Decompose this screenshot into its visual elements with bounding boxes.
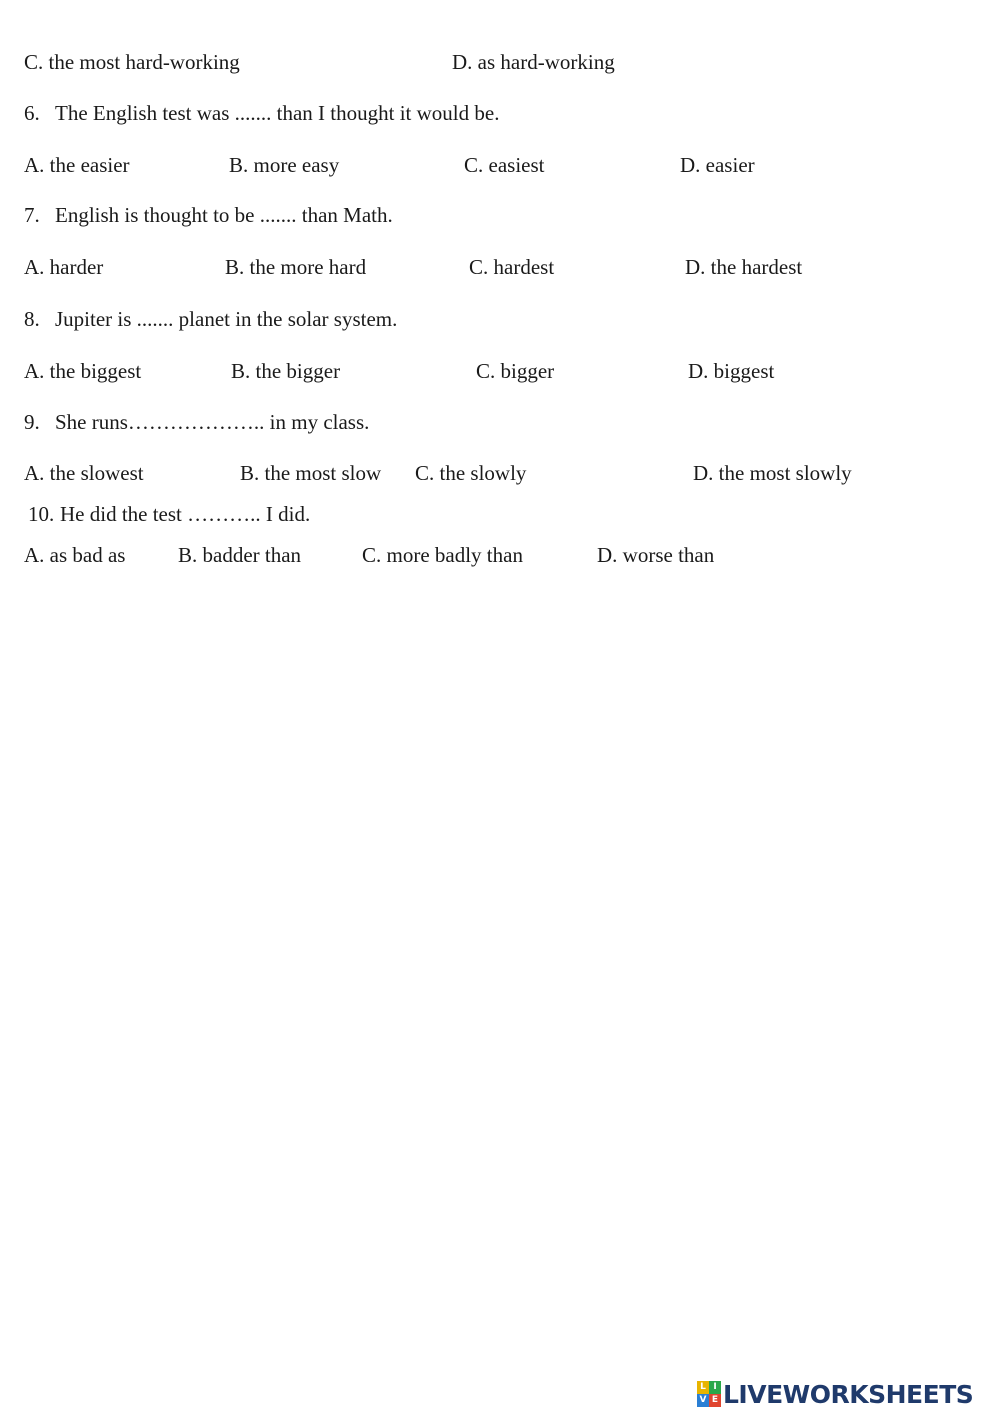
q9-option-b[interactable]: B. the most slow: [240, 461, 382, 485]
q6-text: The English test was ....... than I thought it would be.: [55, 101, 500, 125]
liveworksheets-logo: [697, 1378, 973, 1410]
logo-mark-e: E: [709, 1394, 721, 1407]
q9-option-d[interactable]: D. the most slowly: [693, 461, 852, 485]
q10-option-c[interactable]: C. more badly than: [362, 543, 523, 567]
q5-options-row: [0, 47, 1000, 77]
q9-text: She runs……………….. in my class.: [55, 410, 370, 434]
q9-option-c[interactable]: C. the slowly: [415, 461, 527, 485]
q6-option-c[interactable]: C. easiest: [464, 153, 545, 177]
q8-option-a[interactable]: A. the biggest: [24, 359, 142, 383]
logo-mark-v: V: [697, 1394, 709, 1407]
q6-option-d[interactable]: D. easier: [680, 153, 755, 177]
q6-option-b[interactable]: B. more easy: [229, 153, 340, 177]
q8-number: 8.: [24, 307, 40, 331]
q9-options-row: [0, 458, 1000, 488]
q10-option-d[interactable]: D. worse than: [597, 543, 715, 567]
q10-number: 10.: [28, 502, 55, 526]
q10-text: He did the test ……….. I did.: [60, 502, 311, 526]
logo-mark-l: L: [697, 1381, 709, 1394]
q5-option-d[interactable]: D. as hard-working: [452, 50, 615, 74]
q7-number: 7.: [24, 203, 40, 227]
q10-option-a[interactable]: A. as bad as: [24, 543, 126, 567]
q7-option-a[interactable]: A. harder: [24, 255, 104, 279]
q10-stem: [0, 499, 1000, 529]
liveworksheets-logo-icon: [697, 1381, 721, 1407]
q8-option-d[interactable]: D. biggest: [688, 359, 775, 383]
q9-option-a[interactable]: A. the slowest: [24, 461, 144, 485]
logo-wordmark: LIVEWORKSHEETS: [723, 1379, 974, 1409]
q7-option-d[interactable]: D. the hardest: [685, 255, 803, 279]
q7-stem: [0, 200, 1000, 230]
q10-option-b[interactable]: B. badder than: [178, 543, 302, 567]
q9-number: 9.: [24, 410, 40, 434]
q6-option-a[interactable]: A. the easier: [24, 153, 130, 177]
q10-options-row: [0, 540, 1000, 570]
q7-options-row: [0, 252, 1000, 282]
q8-text: Jupiter is ....... planet in the solar system.: [55, 307, 398, 331]
q7-option-c[interactable]: C. hardest: [469, 255, 555, 279]
logo-mark-i: I: [709, 1381, 721, 1394]
q8-stem: [0, 304, 1000, 334]
q8-option-c[interactable]: C. bigger: [476, 359, 555, 383]
q6-options-row: [0, 150, 1000, 180]
q8-option-b[interactable]: B. the bigger: [231, 359, 341, 383]
q7-option-b[interactable]: B. the more hard: [225, 255, 367, 279]
q6-stem: [0, 98, 1000, 128]
q6-number: 6.: [24, 101, 40, 125]
q7-text: English is thought to be ....... than Math.: [55, 203, 393, 227]
q5-option-c[interactable]: C. the most hard-working: [24, 50, 240, 74]
q8-options-row: [0, 356, 1000, 386]
q9-stem: [0, 407, 1000, 437]
